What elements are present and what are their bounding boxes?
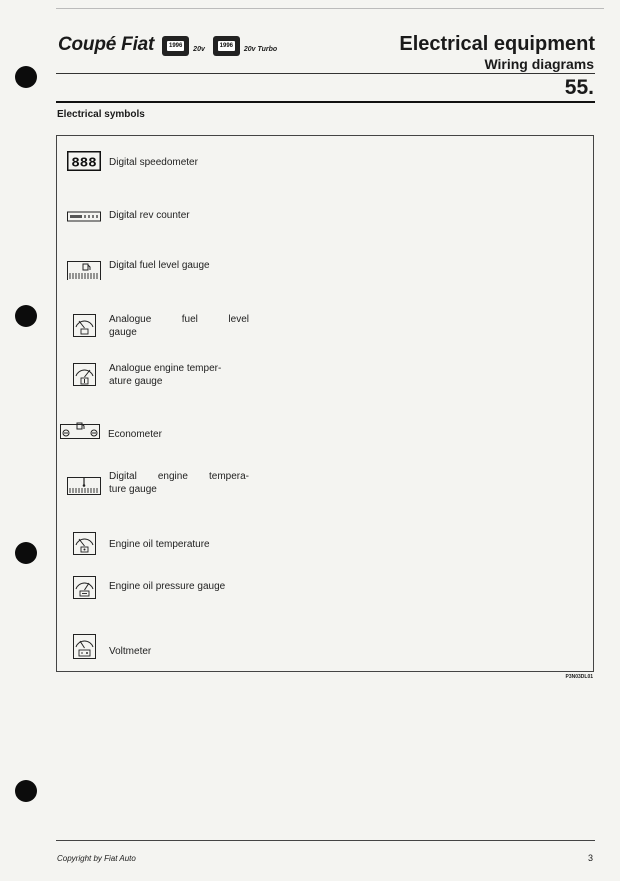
analogue-fuel-gauge-icon <box>67 312 101 338</box>
analogue-temp-gauge-icon <box>67 361 101 387</box>
symbol-row <box>67 633 249 661</box>
symbol-row <box>60 420 248 441</box>
digital-fuel-gauge-icon <box>67 256 101 280</box>
section-title: Electrical equipment <box>399 33 595 55</box>
section-subtitle: Wiring diagrams <box>484 56 594 72</box>
symbol-row <box>67 312 249 339</box>
symbol-row <box>67 206 249 226</box>
symbol-label: Engine oil temperature <box>109 539 210 550</box>
symbol-label: Engine oil pressure gauge <box>109 581 226 592</box>
symbol-label-line-2: gauge <box>109 327 137 338</box>
footer-rule <box>56 840 595 841</box>
symbol-row <box>67 574 269 600</box>
punch-hole-icon <box>15 66 37 88</box>
oil-temperature-gauge-icon <box>67 531 101 557</box>
symbol-label-line-1: Analogue engine temper- <box>109 363 222 374</box>
symbol-label-line-1: Analogue fuel level <box>109 314 249 325</box>
symbol-label: Digital fuel level gauge <box>109 260 210 271</box>
page-code: 55. <box>564 76 594 99</box>
model-year-badge-icon <box>213 36 240 56</box>
symbol-label: Digital rev counter <box>109 210 190 221</box>
variant-20v-turbo: 20v Turbo <box>243 46 278 53</box>
symbol-label <box>109 470 249 496</box>
oil-pressure-gauge-icon <box>67 574 101 600</box>
digital-temp-gauge-icon <box>67 470 101 496</box>
symbol-label-line-2: ture gauge <box>109 484 157 495</box>
digital-speedometer-digits: 888 <box>71 155 97 171</box>
page-number: 3 <box>587 853 593 863</box>
symbol-label <box>109 362 249 388</box>
document-heading: Electrical symbols <box>57 109 145 120</box>
digital-rev-counter-icon <box>67 206 101 226</box>
model-year-badge-icon <box>162 36 189 56</box>
symbol-label: Digital speedometer <box>109 157 198 168</box>
frame-code: P3N03DL01 <box>565 674 593 680</box>
punch-hole-icon <box>15 780 37 802</box>
model-year-1: 1996 <box>168 43 183 49</box>
symbol-label-line-1: Digital engine tempera- <box>109 471 249 482</box>
econometer-icon <box>60 420 100 440</box>
symbol-label <box>109 313 249 339</box>
model-year-2: 1996 <box>219 43 234 49</box>
symbol-row <box>67 361 249 388</box>
brand-header <box>58 34 277 56</box>
punch-hole-icon <box>15 542 37 564</box>
header-rule <box>56 73 595 74</box>
symbol-row <box>67 256 249 280</box>
footer-copyright: Copyright by Fiat Auto <box>57 854 136 863</box>
symbol-row <box>67 470 249 496</box>
symbol-label-line-2: ature gauge <box>109 376 163 387</box>
symbol-label: Econometer <box>108 429 162 440</box>
symbol-row <box>67 531 269 557</box>
symbol-row <box>67 151 249 171</box>
digital-speedometer-icon <box>67 151 101 171</box>
voltmeter-icon <box>67 633 101 661</box>
page-code-rule <box>56 101 595 103</box>
top-edge-rule <box>56 8 604 9</box>
symbol-label: Voltmeter <box>109 646 152 657</box>
symbols-frame <box>56 135 594 672</box>
variant-20v: 20v <box>193 46 205 53</box>
brand-title: Coupé Fiat <box>58 34 155 55</box>
punch-hole-icon <box>15 305 37 327</box>
